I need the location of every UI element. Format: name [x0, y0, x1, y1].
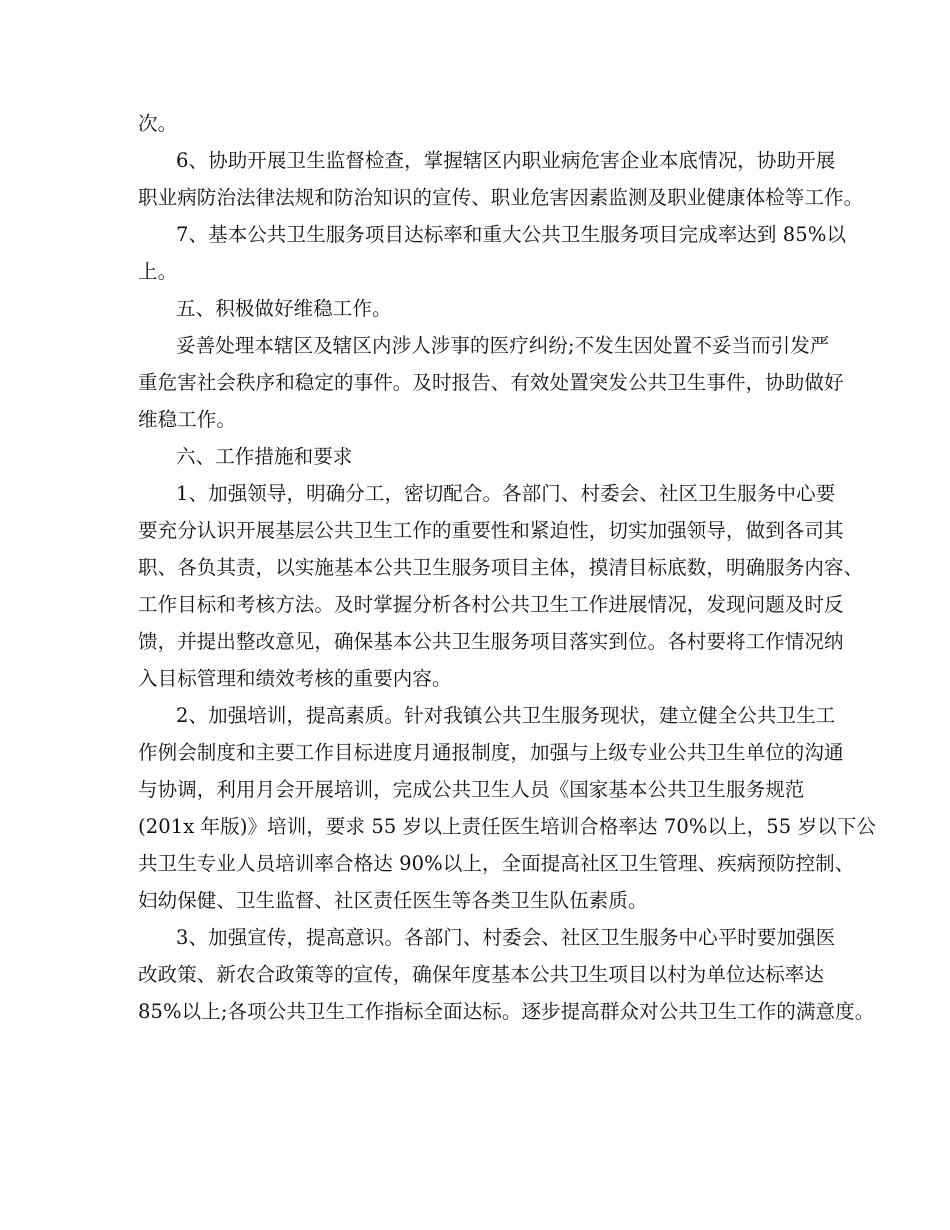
text-line: 共卫生专业人员培训率合格达 90%以上，全面提高社区卫生管理、疾病预防控制、 — [138, 852, 855, 875]
text-line: 职、各负其责，以实施基本公共卫生服务项目主体，摸清目标底数，明确服务内容、 — [138, 556, 864, 579]
text-line: 职业病防治法律法规和防治知识的宣传、职业危害因素监测及职业健康体检等工作。 — [138, 186, 864, 209]
text-line: 85%以上;各项公共卫生工作指标全面达标。逐步提高群众对公共卫生工作的满意度。 — [138, 1000, 875, 1023]
text-line: 改政策、新农合政策等的宣传，确保年度基本公共卫生项目以村为单位达标率达 — [138, 963, 825, 986]
text-line: 上。 — [138, 260, 178, 283]
section-heading: 五、积极做好维稳工作。 — [176, 297, 392, 320]
text-line: 妇幼保健、卫生监督、社区责任医生等各类卫生队伍素质。 — [138, 889, 648, 912]
text-line: 要充分认识开展基层公共卫生工作的重要性和紧迫性，切实加强领导，做到各司其 — [138, 519, 844, 542]
text-line: 与协调，利用月会开展培训，完成公共卫生人员《国家基本公共卫生服务规范 — [138, 778, 805, 801]
text-line: 次。 — [138, 112, 178, 135]
section-heading: 六、工作措施和要求 — [176, 445, 353, 468]
text-line: (201x 年版)》培训，要求 55 岁以上责任医生培训合格率达 70%以上，55 岁以下公 — [138, 815, 876, 838]
text-line: 7、基本公共卫生服务项目达标率和重大公共卫生服务项目完成率达到 85%以 — [176, 223, 847, 246]
text-line: 3、加强宣传，提高意识。各部门、村委会、社区卫生服务中心平时要加强医 — [176, 926, 836, 949]
text-line: 重危害社会秩序和稳定的事件。及时报告、有效处置突发公共卫生事件，协助做好 — [138, 371, 844, 394]
text-line: 妥善处理本辖区及辖区内涉人涉事的医疗纠纷;不发生因处置不妥当而引发严 — [176, 334, 830, 357]
text-line: 作例会制度和主要工作目标进度月通报制度，加强与上级专业公共卫生单位的沟通 — [138, 741, 844, 764]
text-line: 2、加强培训，提高素质。针对我镇公共卫生服务现状，建立健全公共卫生工 — [176, 704, 836, 727]
text-line: 1、加强领导，明确分工，密切配合。各部门、村委会、社区卫生服务中心要 — [176, 482, 836, 505]
text-line: 6、协助开展卫生监督检查，掌握辖区内职业病危害企业本底情况，协助开展 — [176, 149, 836, 172]
text-line: 馈，并提出整改意见，确保基本公共卫生服务项目落实到位。各村要将工作情况纳 — [138, 630, 844, 653]
text-line: 维稳工作。 — [138, 408, 237, 431]
text-line: 工作目标和考核方法。及时掌握分析各村公共卫生工作进展情况，发现问题及时反 — [138, 593, 844, 616]
text-line: 入目标管理和绩效考核的重要内容。 — [138, 667, 452, 690]
